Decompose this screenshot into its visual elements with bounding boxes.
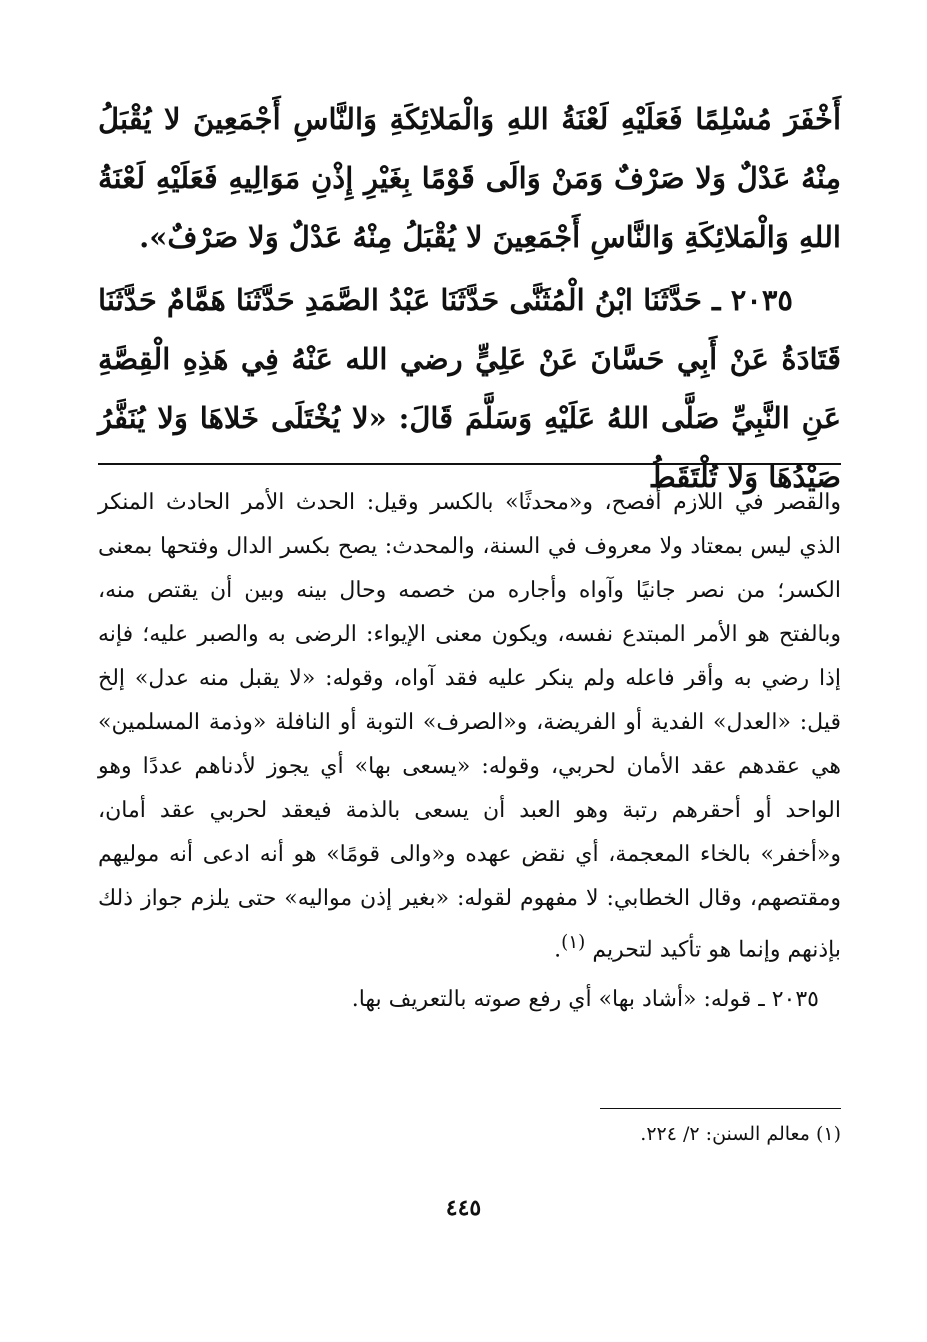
footnote-reference: (١) (561, 932, 586, 953)
page-number: ٤٤٥ (445, 1195, 482, 1221)
hadith-text-block (98, 90, 841, 507)
hadith-paragraph: أَخْفَرَ مُسْلِمًا فَعَلَيْهِ لَعْنَةُ اللهِ وَالْمَلائِكَةِ وَالنَّاسِ أَجْمَعِينَ لا يُقْبَلُ مِنْهُ عَدْلٌ وَلا صَرْفٌ وَمَنْ وَالَى قَوْمًا بِغَيْرِ إِذْنِ مَوَالِيهِ فَعَلَيْهِ لَعْنَةُ اللهِ وَالْمَلائِكَةِ وَالنَّاسِ أَجْمَعِينَ لا يُقْبَلُ مِنْهُ عَدْلٌ وَلا صَرْفٌ». (98, 102, 841, 254)
footnote-separator (600, 1108, 841, 1109)
commentary-block (98, 481, 841, 1022)
commentary-paragraph: ٢٠٣٥ ـ قوله: «أشاد بها» أي رفع صوته بالتعريف بها. (351, 987, 819, 1013)
commentary-text: والقصر في اللازم أفصح، و«محدثًا» بالكسر وقيل: الحدث الأمر الحادث المنكر الذي ليس بمعتاد ولا معروف في السنة، والمحدث: يصح بكسر الدال وفتحها بمعنى الكسر؛ من نصر جانيًا وآواه وأجاره من خصمه وحال بينه وبين أن يقتص منه، وبالفتح هو الأمر المبتدع نفسه، ويكون معنى الإيواء: الرضى به والصبر عليه؛ فإنه إذا رضي به وأقر فاعله ولم ينكر عليه فقد آواه، وقوله: «لا يقبل منه عدل» إلخ قيل: «العدل» الفدية أو الفريضة، و«الصرف» التوبة أو النافلة «وذمة المسلمين» هي عقدهم عقد الأمان لحربي، وقوله: «يسعى بها» أي يجوز لأدناهم عددًا وهو الواحد أو أحقرهم رتبة وهو العبد أن يسعى بالذمة فيعقد لحربي عقد أمان، و«أخفر» بالخاء المعجمة، أي نقض عهده و«والى قومًا» هو أنه ادعى أنه موليهم ومقتصهم، وقال الخطابي: لا مفهوم لقوله: «بغير إذن مواليه» حتى يلزم جواز ذلك بإذنهم وإنما هو تأكيد لتحريم (98, 490, 841, 963)
hadith-paragraph: ٢٠٣٥ ـ حَدَّثَنَا ابْنُ الْمُثَنَّى حَدَّثَنَا عَبْدُ الصَّمَدِ حَدَّثَنَا هَمَّامٌ حَدَّثَنَا قَتَادَةُ عَنْ أَبِي حَسَّانَ عَنْ عَلِيٍّ رضي الله عَنْهُ فِي هَذِهِ الْقِصَّةِ عَنِ النَّبِيِّ صَلَّى اللهُ عَلَيْهِ وَسَلَّمَ قَالَ: «لا يُخْتَلَى خَلاهَا وَلا يُنَفَّرُ صَيْدُهَا وَلا تُلْتَقَطُ (98, 283, 841, 494)
commentary-text-end: . (554, 937, 562, 963)
commentary-paragraph (98, 481, 841, 972)
text-commentary-separator (98, 463, 841, 465)
footnote: (١) معالم السنن: ٢/ ٢٢٤. (640, 1123, 841, 1145)
